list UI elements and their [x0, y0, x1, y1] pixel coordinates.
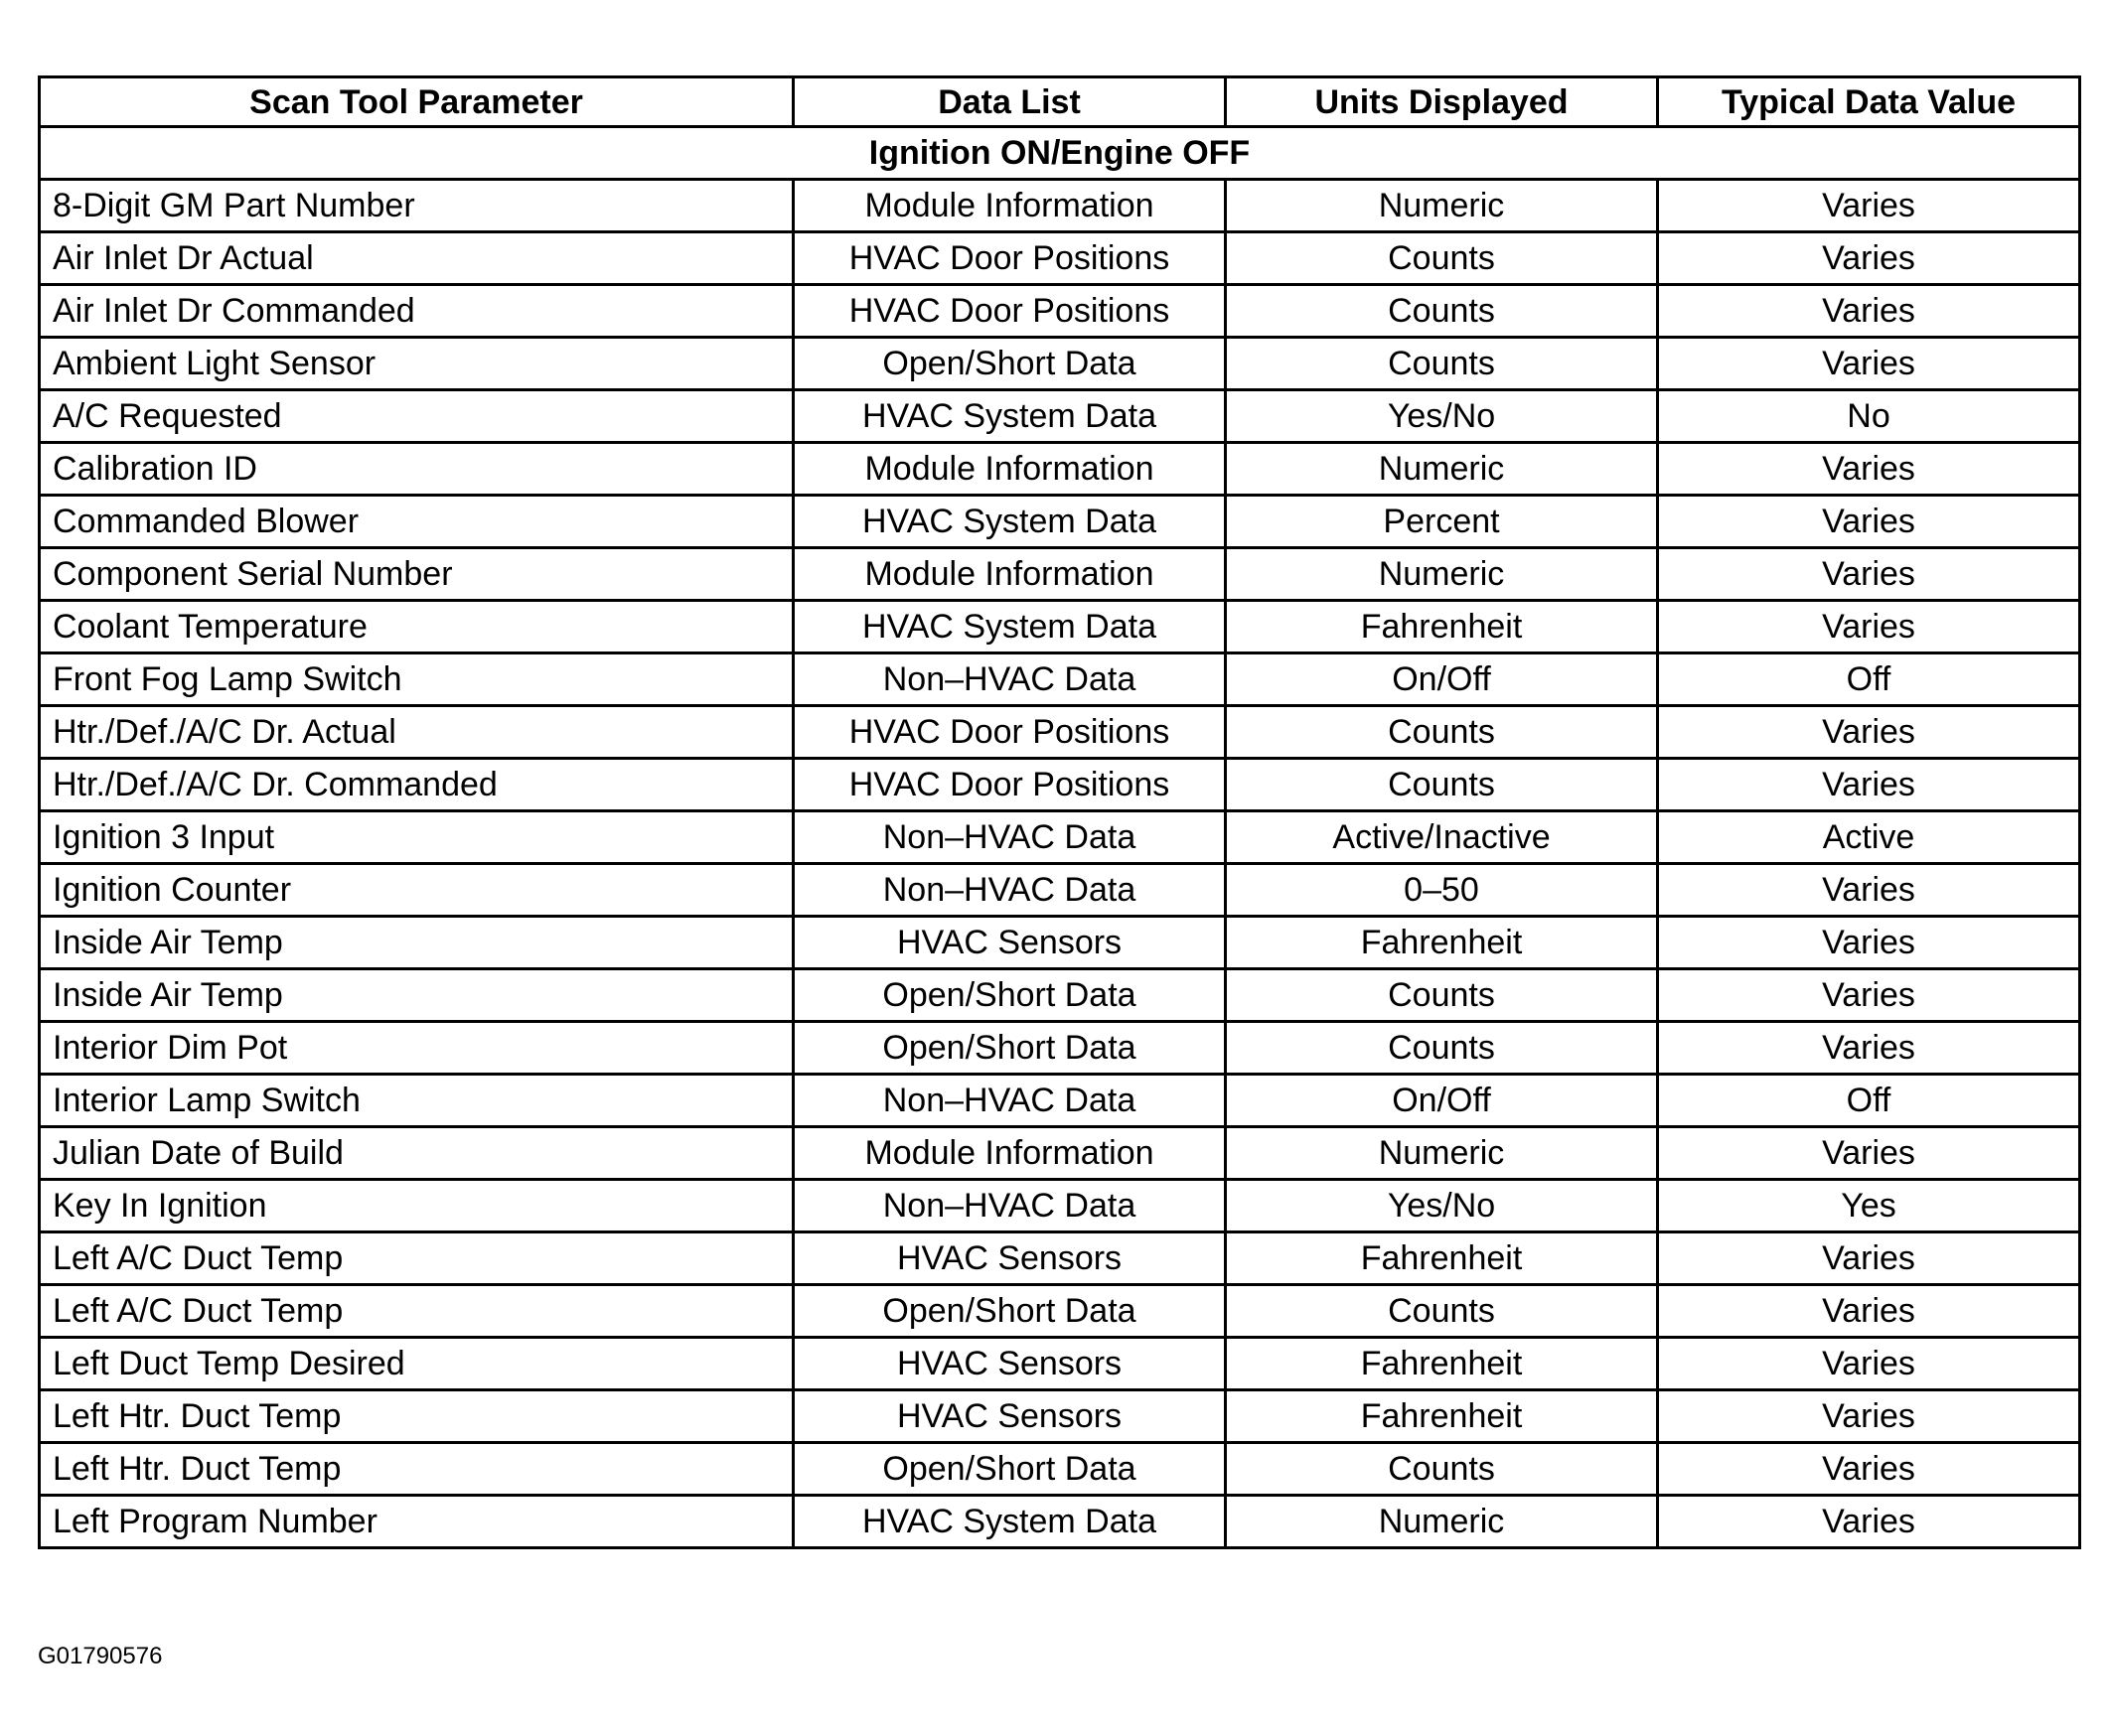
parameter-cell: Julian Date of Build — [40, 1127, 794, 1180]
units-cell: Fahrenheit — [1226, 601, 1658, 653]
typical-value-cell: Varies — [1658, 1285, 2080, 1338]
header-typical-data-value: Typical Data Value — [1658, 77, 2080, 127]
typical-value-cell: Varies — [1658, 917, 2080, 969]
parameter-cell: Left Htr. Duct Temp — [40, 1443, 794, 1496]
parameter-cell: Interior Dim Pot — [40, 1022, 794, 1075]
units-cell: Numeric — [1226, 1127, 1658, 1180]
typical-value-cell: Varies — [1658, 496, 2080, 548]
typical-value-cell: Varies — [1658, 759, 2080, 811]
data-list-cell: Open/Short Data — [794, 338, 1226, 390]
units-cell: Counts — [1226, 706, 1658, 759]
table-row — [40, 759, 2080, 811]
data-list-cell: Non–HVAC Data — [794, 1180, 1226, 1232]
typical-value-cell: Varies — [1658, 180, 2080, 232]
typical-value-cell: Off — [1658, 1075, 2080, 1127]
typical-value-cell: Varies — [1658, 1496, 2080, 1548]
units-cell: Counts — [1226, 1022, 1658, 1075]
typical-value-cell: Varies — [1658, 1443, 2080, 1496]
typical-value-cell: Varies — [1658, 1338, 2080, 1390]
table-row — [40, 1496, 2080, 1548]
parameter-cell: Left Program Number — [40, 1496, 794, 1548]
units-cell: Counts — [1226, 285, 1658, 338]
typical-value-cell: Varies — [1658, 338, 2080, 390]
table-row — [40, 1022, 2080, 1075]
units-cell: Numeric — [1226, 548, 1658, 601]
table-row — [40, 706, 2080, 759]
units-cell: Fahrenheit — [1226, 1390, 1658, 1443]
table-row — [40, 443, 2080, 496]
parameter-cell: Left Duct Temp Desired — [40, 1338, 794, 1390]
typical-value-cell: Varies — [1658, 1022, 2080, 1075]
parameter-cell: Calibration ID — [40, 443, 794, 496]
units-cell: Numeric — [1226, 1496, 1658, 1548]
typical-value-cell: Varies — [1658, 285, 2080, 338]
table-row — [40, 1338, 2080, 1390]
data-list-cell: HVAC Sensors — [794, 1338, 1226, 1390]
units-cell: Active/Inactive — [1226, 811, 1658, 864]
data-list-cell: HVAC System Data — [794, 601, 1226, 653]
parameter-cell: 8-Digit GM Part Number — [40, 180, 794, 232]
table-row — [40, 1075, 2080, 1127]
table-row — [40, 811, 2080, 864]
typical-value-cell: Varies — [1658, 548, 2080, 601]
data-list-cell: HVAC Sensors — [794, 1232, 1226, 1285]
data-list-cell: Module Information — [794, 1127, 1226, 1180]
parameter-cell: Ignition 3 Input — [40, 811, 794, 864]
units-cell: Percent — [1226, 496, 1658, 548]
data-list-cell: Open/Short Data — [794, 1285, 1226, 1338]
data-list-cell: HVAC Door Positions — [794, 706, 1226, 759]
parameter-cell: Left A/C Duct Temp — [40, 1285, 794, 1338]
parameter-cell: Inside Air Temp — [40, 917, 794, 969]
table-row — [40, 180, 2080, 232]
parameter-cell: Air Inlet Dr Commanded — [40, 285, 794, 338]
data-list-cell: Open/Short Data — [794, 1443, 1226, 1496]
header-scan-tool-parameter: Scan Tool Parameter — [40, 77, 794, 127]
table-row — [40, 601, 2080, 653]
parameter-cell: Coolant Temperature — [40, 601, 794, 653]
figure-id: G01790576 — [38, 1643, 163, 1669]
units-cell: On/Off — [1226, 1075, 1658, 1127]
units-cell: Counts — [1226, 338, 1658, 390]
data-list-cell: HVAC Door Positions — [794, 285, 1226, 338]
data-list-cell: HVAC Door Positions — [794, 232, 1226, 285]
units-cell: Counts — [1226, 969, 1658, 1022]
table-row — [40, 1443, 2080, 1496]
parameter-cell: Component Serial Number — [40, 548, 794, 601]
parameter-cell: Front Fog Lamp Switch — [40, 653, 794, 706]
scan-tool-data-table — [38, 75, 2081, 1549]
section-row — [40, 127, 2080, 180]
parameter-cell: Air Inlet Dr Actual — [40, 232, 794, 285]
typical-value-cell: Varies — [1658, 1127, 2080, 1180]
typical-value-cell: Varies — [1658, 232, 2080, 285]
data-list-cell: Open/Short Data — [794, 969, 1226, 1022]
data-list-cell: HVAC Sensors — [794, 917, 1226, 969]
parameter-cell: Interior Lamp Switch — [40, 1075, 794, 1127]
parameter-cell: Key In Ignition — [40, 1180, 794, 1232]
units-cell: Yes/No — [1226, 1180, 1658, 1232]
typical-value-cell: Varies — [1658, 443, 2080, 496]
units-cell: Counts — [1226, 1285, 1658, 1338]
table-row — [40, 496, 2080, 548]
data-list-cell: Non–HVAC Data — [794, 1075, 1226, 1127]
data-list-cell: Non–HVAC Data — [794, 653, 1226, 706]
header-units-displayed: Units Displayed — [1226, 77, 1658, 127]
data-list-cell: HVAC Door Positions — [794, 759, 1226, 811]
typical-value-cell: No — [1658, 390, 2080, 443]
units-cell: Fahrenheit — [1226, 1232, 1658, 1285]
typical-value-cell: Varies — [1658, 1390, 2080, 1443]
typical-value-cell: Varies — [1658, 969, 2080, 1022]
table-row — [40, 232, 2080, 285]
typical-value-cell: Active — [1658, 811, 2080, 864]
section-title: Ignition ON/Engine OFF — [40, 127, 2080, 180]
table-row — [40, 653, 2080, 706]
table-row — [40, 338, 2080, 390]
table-row — [40, 1390, 2080, 1443]
typical-value-cell: Varies — [1658, 1232, 2080, 1285]
table-body — [40, 127, 2080, 1548]
data-list-cell: HVAC System Data — [794, 496, 1226, 548]
typical-value-cell: Varies — [1658, 706, 2080, 759]
typical-value-cell: Varies — [1658, 601, 2080, 653]
units-cell: 0–50 — [1226, 864, 1658, 917]
data-list-cell: Module Information — [794, 180, 1226, 232]
parameter-cell: Ambient Light Sensor — [40, 338, 794, 390]
table-row — [40, 285, 2080, 338]
data-list-cell: Non–HVAC Data — [794, 811, 1226, 864]
table-row — [40, 1285, 2080, 1338]
typical-value-cell: Yes — [1658, 1180, 2080, 1232]
units-cell: Fahrenheit — [1226, 1338, 1658, 1390]
units-cell: Numeric — [1226, 443, 1658, 496]
header-row — [40, 77, 2080, 127]
data-list-cell: Non–HVAC Data — [794, 864, 1226, 917]
typical-value-cell: Varies — [1658, 864, 2080, 917]
units-cell: On/Off — [1226, 653, 1658, 706]
table-row — [40, 864, 2080, 917]
typical-value-cell: Off — [1658, 653, 2080, 706]
table-row — [40, 548, 2080, 601]
parameter-cell: Inside Air Temp — [40, 969, 794, 1022]
units-cell: Counts — [1226, 759, 1658, 811]
parameter-cell: Htr./Def./A/C Dr. Commanded — [40, 759, 794, 811]
parameter-cell: A/C Requested — [40, 390, 794, 443]
units-cell: Yes/No — [1226, 390, 1658, 443]
table-row — [40, 1180, 2080, 1232]
units-cell: Fahrenheit — [1226, 917, 1658, 969]
parameter-cell: Htr./Def./A/C Dr. Actual — [40, 706, 794, 759]
data-list-cell: Open/Short Data — [794, 1022, 1226, 1075]
data-list-cell: HVAC Sensors — [794, 1390, 1226, 1443]
units-cell: Counts — [1226, 1443, 1658, 1496]
table-row — [40, 390, 2080, 443]
table-row — [40, 1232, 2080, 1285]
units-cell: Counts — [1226, 232, 1658, 285]
data-list-cell: HVAC System Data — [794, 1496, 1226, 1548]
data-list-cell: Module Information — [794, 548, 1226, 601]
units-cell: Numeric — [1226, 180, 1658, 232]
scan-tool-data-table-container — [38, 75, 2078, 1549]
table-row — [40, 1127, 2080, 1180]
data-list-cell: Module Information — [794, 443, 1226, 496]
table-row — [40, 969, 2080, 1022]
table-row — [40, 917, 2080, 969]
header-data-list: Data List — [794, 77, 1226, 127]
data-list-cell: HVAC System Data — [794, 390, 1226, 443]
parameter-cell: Ignition Counter — [40, 864, 794, 917]
parameter-cell: Commanded Blower — [40, 496, 794, 548]
parameter-cell: Left Htr. Duct Temp — [40, 1390, 794, 1443]
parameter-cell: Left A/C Duct Temp — [40, 1232, 794, 1285]
